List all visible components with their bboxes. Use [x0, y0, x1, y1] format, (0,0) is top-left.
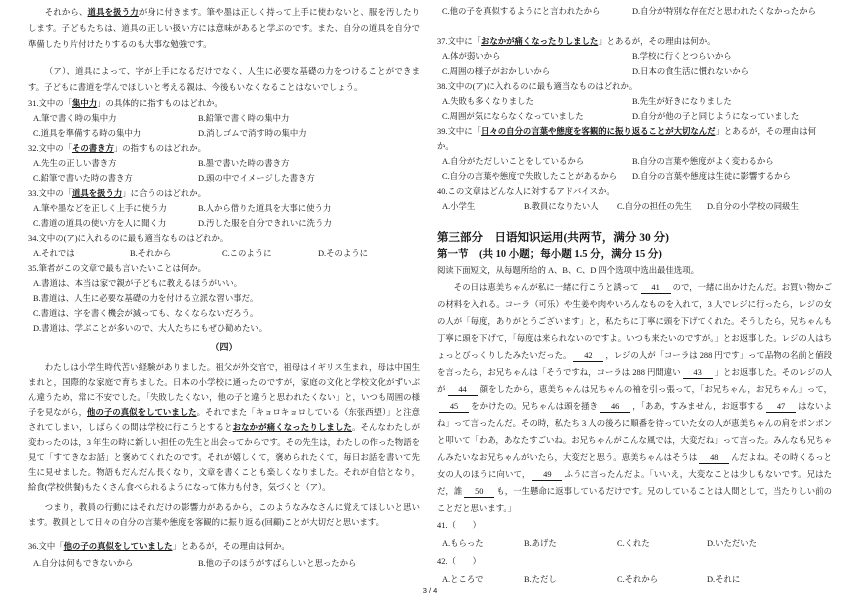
- blank-41: 41: [641, 283, 671, 294]
- blank-43: 43: [683, 368, 713, 379]
- option-c: C.書道は、字を書く機会が減っても、なくならないだろう。: [33, 309, 259, 318]
- question-label: 41.（ ）: [437, 521, 481, 530]
- question-34: [28, 231, 420, 261]
- stem-text: 39.文中に「: [437, 127, 481, 136]
- options: [28, 156, 420, 186]
- question-36: [28, 538, 420, 572]
- underlined-phrase: おなかが痛くなったりしました: [232, 423, 352, 432]
- option-a: A.先生の正しい書き方: [33, 159, 117, 168]
- option-c: C.自分の言葉や態度で失敗したことがあるから: [442, 172, 618, 181]
- blank-46: 46: [600, 402, 630, 413]
- option-c: C.それから: [617, 575, 659, 584]
- option-a: A.書道は、本当は家で親が子どもに教えるほうがいい。: [33, 279, 243, 288]
- options: [437, 535, 832, 553]
- stem-text: 31.文中の「: [28, 99, 72, 108]
- option-c: C.他の子を真似するようにと言われたから: [442, 7, 601, 16]
- underlined-phrase: おなかが痛くなったりしました: [480, 37, 599, 46]
- option-b: B.書道は、人生に必要な基礎の力を付ける立派な習い事だ。: [33, 294, 259, 303]
- option-b: B.学校に行くとつらいから: [632, 52, 732, 61]
- stem-text: 36.文中「: [28, 542, 64, 551]
- cloze-text: も，一生懸命に返事しているだけです。兄のしていることは人間として，当たりしい前のことだと思います。」: [437, 487, 832, 513]
- option-a: A.小学生: [442, 202, 476, 211]
- question-stem: 35.筆者がこの文章で最も言いたいことは何か。: [28, 264, 206, 273]
- option-a: A.もらった: [442, 539, 484, 548]
- option-b: B.自分の言葉や態度がよく変わるから: [632, 157, 774, 166]
- question-33: [28, 186, 420, 231]
- underlined-phrase: 道具を扱う力: [87, 8, 139, 17]
- option-a: A.ところで: [442, 575, 484, 584]
- question-stem: 34.文中の(ア)に入れるのに最も適当なものはどれか。: [28, 234, 229, 243]
- cloze-text: ので，一緒に出かけたんだ。お買い物かごの材料を入れる。コーラ（可乐）や生姜や肉やいろんなものを入れて，3 人でレジに行ったら，レジの女の人が「毎度，ありがとうございます」と，私たちに丁寧に頭を下げてくれた。そうしたら，兄ちゃんも丁寧に頭を下げて，「毎度は来られないのですよ。いつも来たいのですが。」とお返事した。レジの人はちょっとびっくりしたみたいだった。: [437, 283, 832, 360]
- blank-47: 47: [766, 402, 796, 413]
- section-subtitle: 第一节 (共 10 小题；每小题 1.5 分，满分 15 分): [437, 249, 662, 260]
- paragraph-text: が身に付きます。筆や墨は正しく持って上手に使わないと、服を汚したりします。子どもたちは、道具の正しい扱い方には意味があると学ぶのです。また、自分の道具を自分で準備したり片付けたりするのも大事な勉強です。: [28, 8, 421, 49]
- option-a: A.失敗も多くなりました: [442, 97, 534, 106]
- options: [437, 199, 832, 214]
- option-c: C.周囲の様子がおかしいから: [442, 67, 551, 76]
- question-37: [437, 34, 832, 79]
- passage-paragraph: [28, 5, 420, 53]
- question-stem: [28, 538, 420, 555]
- blank-42: 42: [573, 351, 603, 362]
- question-stem: [437, 124, 832, 154]
- underlined-phrase: 日々の自分の言葉や態度を客観的に振り返ることが大切なんだ: [480, 127, 716, 136]
- options: [28, 111, 420, 141]
- question-35: [28, 261, 420, 336]
- stem-text: 」の指すものはどれか。: [113, 144, 206, 153]
- option-d: D.自分の小学校の同級生: [707, 202, 799, 211]
- passage-heading: （四）: [210, 342, 238, 352]
- question-stem: [28, 96, 420, 111]
- section-instruction: 阅读下面短文，从每题所给的 A、B、C、D 四个选项中选出最佳选项。: [437, 266, 699, 275]
- blank-44: 44: [448, 385, 478, 396]
- option-c: C.道具を準備する時の集中力: [33, 129, 142, 138]
- stem-text: 」の具体的に指すものはどれか。: [97, 99, 223, 108]
- option-d: D.汚した服を自分できれいに洗う力: [198, 219, 332, 228]
- blank-45: 45: [439, 402, 469, 413]
- option-d: D.自分が特別な存在だと思われたくなかったから: [632, 7, 817, 16]
- question-31: [28, 96, 420, 141]
- option-b: B.ただし: [524, 575, 557, 584]
- underlined-phrase: 道具を扱う力: [71, 189, 123, 198]
- option-b: B.あげた: [524, 539, 557, 548]
- option-d: D.頭の中でイメージした書き方: [198, 174, 315, 183]
- question-stem: [28, 186, 420, 201]
- option-a: A.それでは: [33, 249, 75, 258]
- paragraph-text: わたしは小学生時代苦い経験がありました。祖父が外交官で，祖母はイギリス生まれ，母は中国生まれと，国際的な家庭で育ちました。日本の小学校に通ったのですが，家庭の文化と学校文化がずいぶん違うため，常に不安でした。「失敗したくない，他の子と違うと思われたくない」と，いつも周囲の様子を見ながら，: [28, 363, 420, 417]
- option-c: C.自分の担任の先生: [617, 202, 692, 211]
- option-b: B.鉛筆で書く時の集中力: [198, 114, 290, 123]
- options: [28, 246, 420, 261]
- option-a: A.体が弱いから: [442, 52, 501, 61]
- passage-paragraph: （ア）、道具によって、字が上手になるだけでなく、人生に必要な基礎の力をつけることができます。子どもに書道を学んでほしいと考える親は、今後もいなくなることはないでしょう。: [28, 67, 420, 92]
- options: [28, 555, 420, 572]
- blank-50: 50: [464, 487, 494, 498]
- question-39: [437, 124, 832, 184]
- stem-text: 」とあるが，その理由は何か。: [437, 127, 816, 151]
- question-label: 42.（ ）: [437, 557, 481, 566]
- cloze-text: その日は恵美ちゃんが私に一緒に行こうと誘って: [453, 283, 639, 292]
- question-stem: [28, 141, 420, 156]
- option-c: C.このように: [222, 249, 272, 258]
- stem-text: 32.文中の「: [28, 144, 72, 153]
- option-b: B.教員になりたい人: [524, 202, 599, 211]
- option-d: D.それに: [707, 575, 741, 584]
- option-d: D.自分が他の子と同じようになっていました: [632, 112, 800, 121]
- option-d: D.そのように: [318, 249, 369, 258]
- question-stem: 38.文中の(ア)に入れるのに最も適当なものはどれか。: [437, 82, 638, 91]
- underlined-phrase: 他の子の真似をしていました: [87, 408, 197, 417]
- option-d: D.書道は、学ぶことが多いので、大人たちにもぜひ勧めたい。: [33, 324, 268, 333]
- cloze-text: 顔をしたから，恵美ちゃんは兄ちゃんの袖を引っ張って，「お兄ちゃん，お兄ちゃん」って，: [479, 385, 832, 394]
- paragraph-text: 。そんなわたしが変わったのは，3 年生の時に新しい担任の先生と出会ってからです。その先生は，わたしの作った物語を見て「すてきなお話」と褒めてくれたのです。それが嬉しくて，褒められたくて，毎日お話を書いて先生に見せました。物語もだんだん長くなり，文章を書くことも楽しくなりました。それが自信となり，給食(学校供餐)もたくさん食べられるようになって体力も付き，気づくと（ア）。: [28, 423, 421, 492]
- option-a: A.自分がただしいことをしているから: [442, 157, 585, 166]
- left-column: [28, 0, 420, 572]
- question-36-continued: [437, 4, 832, 19]
- option-b: B.それから: [130, 249, 172, 258]
- option-c: C.書道の道具の使い方を人に聞く力: [33, 219, 167, 228]
- page-number: 3 / 4: [422, 586, 438, 595]
- stem-text: 」とあるが，その理由は何か。: [172, 542, 290, 551]
- passage-paragraph: つまり，教員の行動にはそれだけの影響力があるから，このようなみなさんに覚えてほしいと思います。教員として日々の自分の言葉や態度を客観的に振り返る(回顧)ことが大切だと思います。: [28, 503, 420, 527]
- section-title: 第三部分 日语知识运用(共两节，满分 30 分): [437, 232, 669, 244]
- cloze-text: 」とお返事した。そのレジの人が: [437, 368, 832, 394]
- option-c: C.鉛筆で書いた時の書き方: [33, 174, 133, 183]
- right-column: [437, 0, 832, 589]
- option-c: C.くれた: [617, 539, 650, 548]
- options: [28, 276, 420, 336]
- cloze-text: はないよね」って言ったんだ。その時，私たち 3 人の後ろに順番を待っていた女の人が恵美ちゃんの肩をポンポンと叩いて「わあ，あなたすごいね。お兄ちゃんがこんな風では，大変だね」って言った。みんなも兄ちゃんみたいなお兄ちゃんがいたら，大変だと思う。恵美ちゃんはそうは: [437, 402, 833, 462]
- cloze-text: ，レジの人が「コーラは 288 円です」って品物の名前と値段を言ったら，お兄ちゃんは「そうですね，コーラは 288 円間違い: [437, 351, 832, 377]
- option-a: A.筆や墨などを正しく上手に使う力: [33, 204, 167, 213]
- option-b: B.人から借りた道具を大事に使う力: [198, 204, 332, 213]
- question-32: [28, 141, 420, 186]
- option-b: B.墨で書いた時の書き方: [198, 159, 290, 168]
- option-d: D.日本の食生活に慣れないから: [632, 67, 750, 76]
- question-40: [437, 184, 832, 214]
- cloze-text: をかけたの。兄ちゃんは頭を掻き: [471, 402, 599, 411]
- option-d: D.消しゴムで消す時の集中力: [198, 129, 307, 138]
- cloze-text: んだよね。その時くるっと女の人のほうに向いて，: [437, 453, 833, 479]
- underlined-phrase: 集中力: [71, 99, 98, 108]
- options: [437, 49, 832, 79]
- question-38: [437, 79, 832, 124]
- stem-text: 33.文中の「: [28, 189, 72, 198]
- option-d: D.いただいた: [707, 539, 758, 548]
- option-c: C.周囲が気にならなくなっていました: [442, 112, 584, 121]
- paragraph-text: それから、: [44, 8, 88, 17]
- question-stem: 40.この文章はどんな人に対するアドバイスか。: [437, 187, 615, 196]
- underlined-phrase: 他の子の真似をしていました: [63, 542, 173, 551]
- question-41: [437, 517, 832, 553]
- cloze-text: ，「ああ，すみません，お返事する: [632, 402, 765, 411]
- cloze-passage: [437, 279, 832, 517]
- underlined-phrase: その書き方: [71, 144, 114, 153]
- cloze-text: ふうに言ったんだよ。「いいえ，大変なことは少しもないです。兄はただ，誰: [437, 470, 832, 496]
- options: [437, 154, 832, 184]
- options: [437, 4, 832, 19]
- blank-49: 49: [532, 470, 562, 481]
- question-stem: [437, 34, 832, 49]
- option-a: A.自分は何もできないから: [33, 559, 134, 568]
- options: [437, 94, 832, 124]
- option-b: B.先生が好きになりました: [632, 97, 732, 106]
- stem-text: 」に合うのはどれか。: [122, 189, 206, 198]
- paragraph-text: 。それでまた「キョロキョロしている（东张西望）」と注意されてしまい，しばらくの間は学校に行こうとすると: [28, 408, 421, 432]
- option-a: A.筆で書く時の集中力: [33, 114, 117, 123]
- options: [28, 201, 420, 231]
- stem-text: 37.文中に「: [437, 37, 481, 46]
- option-d: D.自分の言葉や態度は生徒に影響するから: [632, 172, 791, 181]
- blank-48: 48: [699, 453, 729, 464]
- stem-text: 」とあるが，その理由は何か。: [598, 37, 716, 46]
- passage-paragraph: [28, 360, 420, 495]
- option-b: B.他の子のほうがすばらしいと思ったから: [198, 559, 357, 568]
